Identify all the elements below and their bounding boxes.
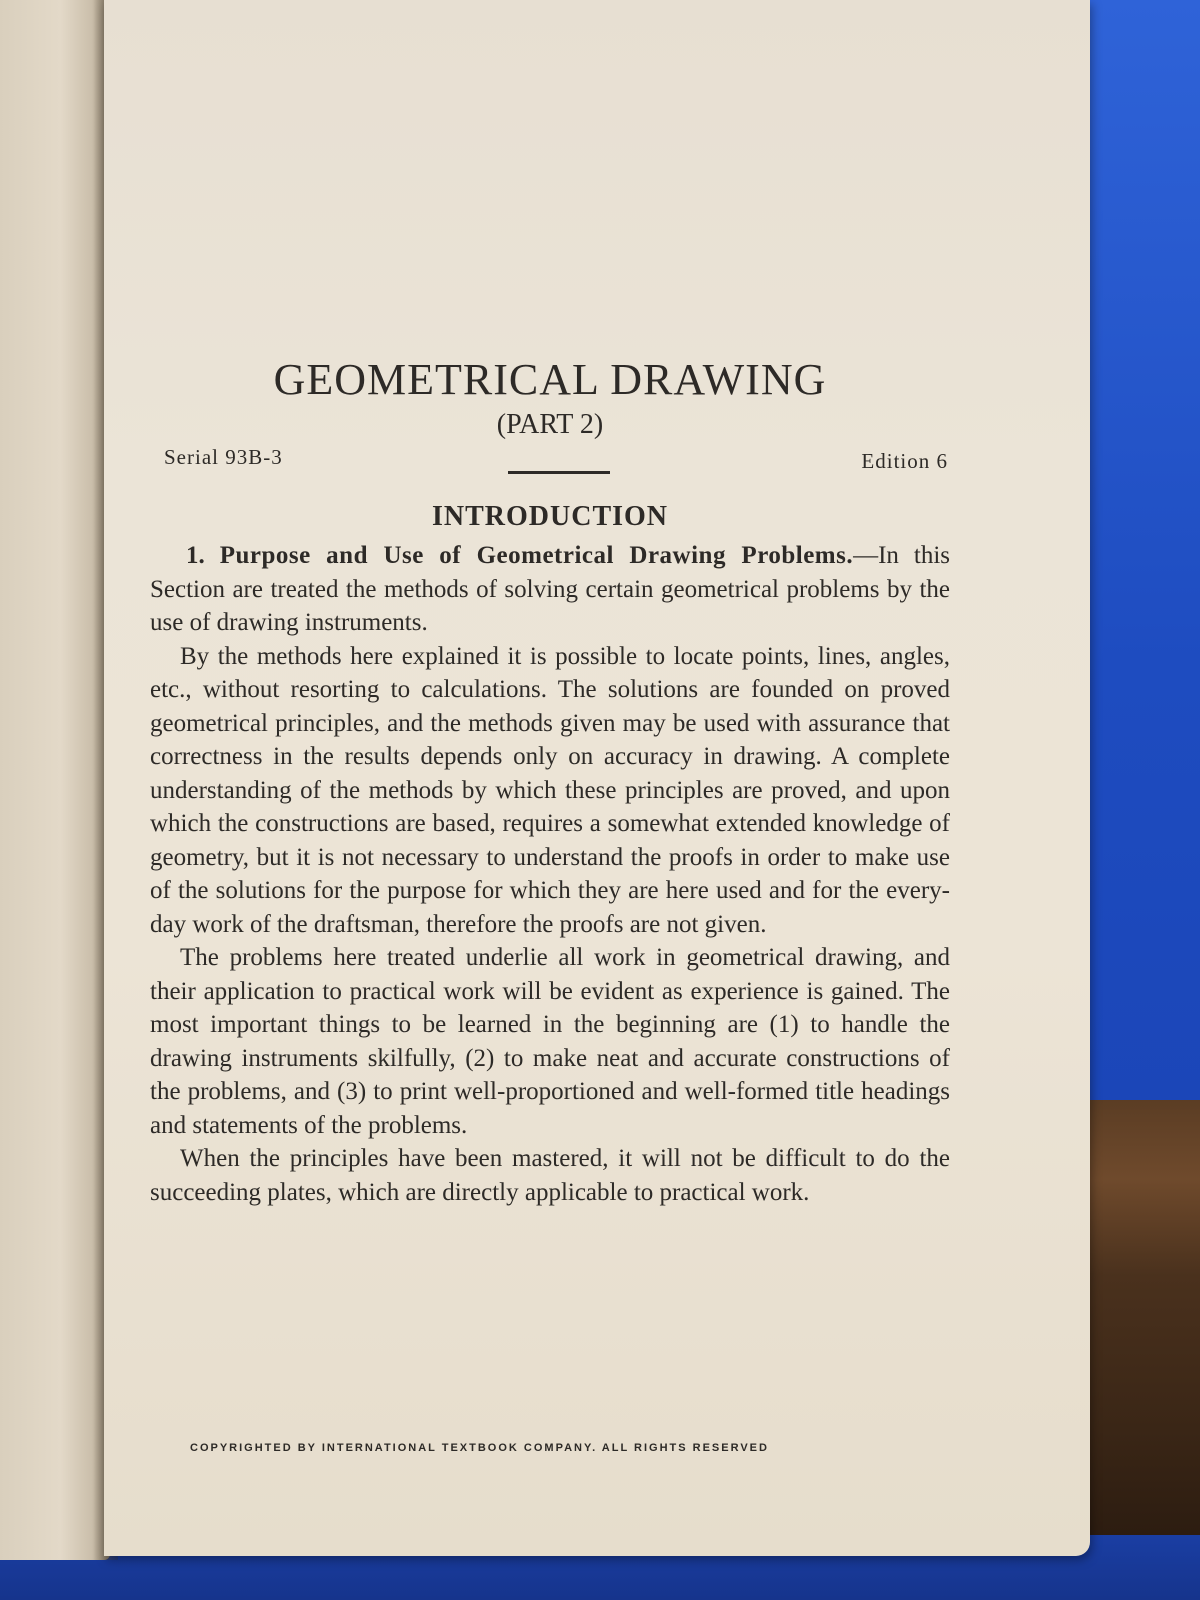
article-number: 1. [186,542,205,569]
body-paragraph: By the methods here explained it is possible to locate points, lines, angles, etc., without resorting to calculations. The solutions are founded on proved geometrical principles, and the methods given may be used with assurance that correctness in the results depends only on accuracy in drawing. A complete understanding of the methods by which these principles are proved, and upon which the constructions are based, requires a somewhat extended knowledge of geometry, but it is not necessary to understand the proofs in order to make use of the solutions for the purpose for which they are here used and for the every-day work of the draftsman, therefore the proofs are not given. [150,642,950,938]
part-label: (PART 2) [496,409,604,440]
section-heading: INTRODUCTION [431,501,669,532]
article-heading: Purpose and Use of Geometrical Drawing Problems. [219,542,854,569]
article-lead-text: —In this Section are treated the methods of solving certain geometrical problems by the use of drawing instruments. [150,542,951,636]
serial-number: Serial 93B-3 [164,445,283,469]
article-paragraph [150,539,950,640]
edition-number: Edition 6 [861,449,948,473]
body-paragraph: When the principles have been mastered, it will not be difficult to do the succeeding plates, which are directly applicable to practical work. [150,1145,950,1206]
title-rule [508,471,610,474]
meta-row [150,441,950,493]
page-content [150,340,950,1209]
document-title: GEOMETRICAL DRAWING [273,355,827,404]
copyright-notice: COPYRIGHTED BY INTERNATIONAL TEXTBOOK COMPANY. ALL RIGHTS RESERVED [190,1442,769,1454]
body-paragraph: The problems here treated underlie all work in geometrical drawing, and their application to practical work will be evident as experience is gained. The most important things to be learned in the beginning are (1) to handle the drawing instruments skilfully, (2) to make neat and accurate constructions of the problems, and (3) to print well-proportioned and well-formed title headings and statements of the problems. [150,944,950,1139]
